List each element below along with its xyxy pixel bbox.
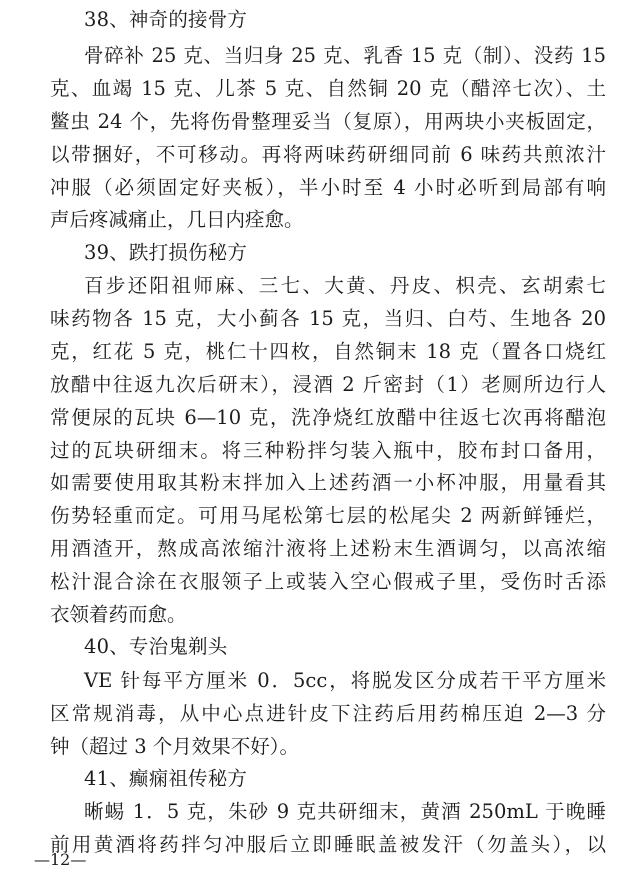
section-39-line-10: 松汁混合涂在衣服领子上或装入空心假戒子里，受伤时舌添: [50, 570, 606, 593]
section-title-40: 40、专治鬼剃头: [84, 635, 228, 658]
section-title-39: 39、跌打损伤秘方: [84, 241, 248, 264]
section-39-line-11: 衣领着药而愈。: [50, 603, 187, 626]
section-title-41: 41、癫痫祖传秘方: [84, 767, 248, 790]
section-38-line-2: 克、血竭 15 克、儿茶 5 克、自然铜 20 克（醋淬七次）、土: [50, 77, 606, 100]
page-number: —12—: [34, 850, 87, 869]
section-39-line-6: 过的瓦块研细末。将三种粉拌匀装入瓶中，胶布封口备用，: [50, 439, 606, 462]
section-39-line-2: 味药物各 15 克，大小蓟各 15 克，当归、白芍、生地各 20: [50, 307, 606, 330]
section-39-line-8: 伤势轻重而定。可用马尾松第七层的松尾尖 2 两新鲜锤烂，: [50, 504, 606, 527]
section-39-line-7: 如需要使用取其粉末拌加入上述药酒一小杯冲服，用量看其: [50, 471, 606, 494]
section-38-line-6: 声后疼减痛止，几日内痊愈。: [50, 208, 304, 231]
section-39-line-9: 用酒渣开，熬成高浓缩汁液将上述粉末生酒调匀，以高浓缩: [50, 537, 606, 560]
section-41-line-2: 前用黄酒将药拌匀冲服后立即睡眠盖被发汗（勿盖头），以: [50, 833, 606, 856]
section-40-line-1: VE 针每平方厘米 0．5cc，将脱发区分成若干平方厘米: [84, 669, 606, 692]
section-38-line-5: 冲服（必须固定好夹板），半小时至 4 小时必听到局部有响: [50, 176, 606, 199]
section-39-line-1: 百步还阳祖师麻、三七、大黄、丹皮、枳壳、玄胡索七: [84, 274, 606, 297]
section-38-line-4: 以带捆好，不可移动。再将两味药研细同前 6 味药共煎浓汁: [50, 143, 606, 166]
section-38-line-1: 骨碎补 25 克、当归身 25 克、乳香 15 克（制）、没药 15: [84, 44, 606, 67]
section-39-line-5: 常便尿的瓦块 6—10 克，洗净烧红放醋中往返七次再将醋泡: [50, 406, 606, 429]
section-39-line-4: 放醋中往返九次后研末），浸酒 2 斤密封（1）老厕所边行人: [50, 373, 606, 396]
section-40-line-2: 区常规消毒，从中心点进针皮下注药后用药棉压迫 2—3 分: [50, 702, 606, 725]
section-title-38: 38、神奇的接骨方: [84, 8, 248, 31]
section-40-line-3: 钟（超过 3 个月效果不好）。: [50, 735, 300, 758]
section-39-line-3: 克，红花 5 克，桃仁十四枚，自然铜末 18 克（置各口烧红: [50, 340, 606, 363]
section-38-line-3: 鳖虫 24 个，先将伤骨整理妥当（复原），用两块小夹板固定，: [50, 110, 606, 133]
section-41-line-1: 晰蜴 1．5 克，朱砂 9 克共研细末，黄酒 250mL 于晚睡: [84, 800, 606, 823]
